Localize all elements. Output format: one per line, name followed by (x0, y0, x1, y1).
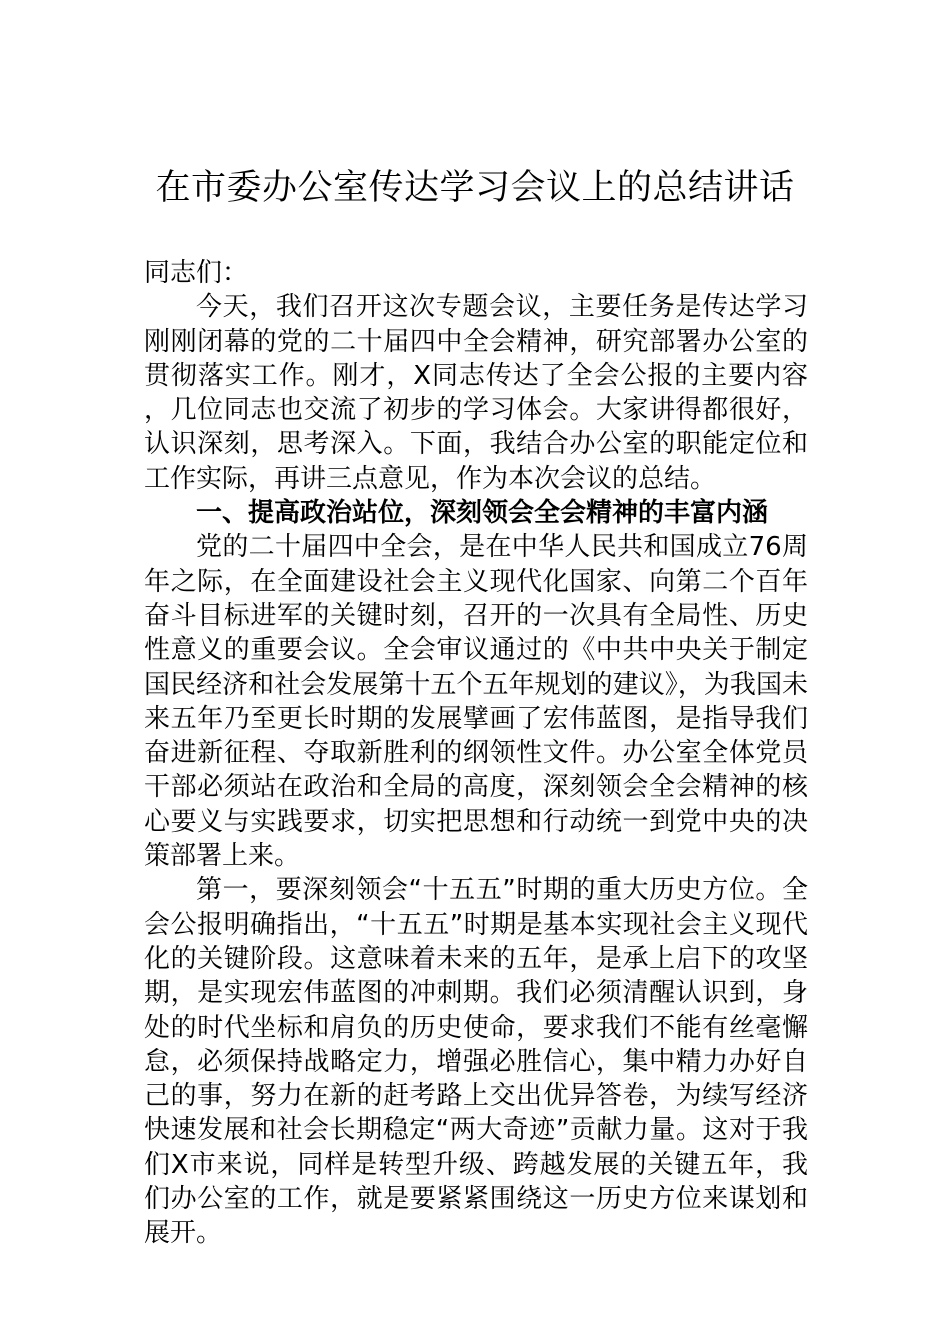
section-heading-1: 一、提高政治站位，深刻领会全会精神的丰富内涵 (196, 498, 769, 529)
document-title: 在市委办公室传达学习会议上的总结讲话 (155, 168, 795, 208)
paragraph-section-1: 党的二十届四中全会，是在中华人民共和国成立76周年之际，在全面建设社会主义现代化国家、向第二个百年奋斗目标进军的关键时刻，召开的一次具有全局性、历史性意义的重要会议。全会审议通过的《中共中央关于制定国民经济和社会发展第十五个五年规划的建议》，为我国未来五年乃至更长时期的发展擘画了宏伟蓝图，是指导我们奋进新征程、夺取新胜利的纲领性文件。办公室全体党员干部必须站在政治和全局的高度，深刻领会全会精神的核心要义与实践要求，切实把思想和行动统一到党中央的决策部署上来。 (144, 532, 808, 872)
paragraph-intro: 今天，我们召开这次专题会议，主要任务是传达学习刚刚闭幕的党的二十届四中全会精神，研究部署办公室的贯彻落实工作。刚才，X同志传达了全会公报的主要内容，几位同志也交流了初步的学习体会。大家讲得都很好，认识深刻，思考深入。下面，我结合办公室的职能定位和工作实际，再讲三点意见，作为本次会议的总结。 (144, 292, 808, 494)
document-body (144, 256, 808, 1251)
paragraph-point-1: 第一，要深刻领会“十五五”时期的重大历史方位。全会公报明确指出，“十五五”时期是基本实现社会主义现代化的关键阶段。这意味着未来的五年，是承上启下的攻坚期，是实现宏伟蓝图的冲刺期。我们必须清醒认识到，身处的时代坐标和肩负的历史使命，要求我们不能有丝毫懈怠，必须保持战略定力，增强必胜信心，集中精力办好自己的事，努力在新的赶考路上交出优异答卷，为续写经济快速发展和社会长期稳定“两大奇迹”贡献力量。这对于我们X市来说，同样是转型升级、跨越发展的关键五年，我们办公室的工作，就是要紧紧围绕这一历史方位来谋划和展开。 (144, 875, 808, 1249)
salutation: 同志们： (144, 258, 249, 288)
